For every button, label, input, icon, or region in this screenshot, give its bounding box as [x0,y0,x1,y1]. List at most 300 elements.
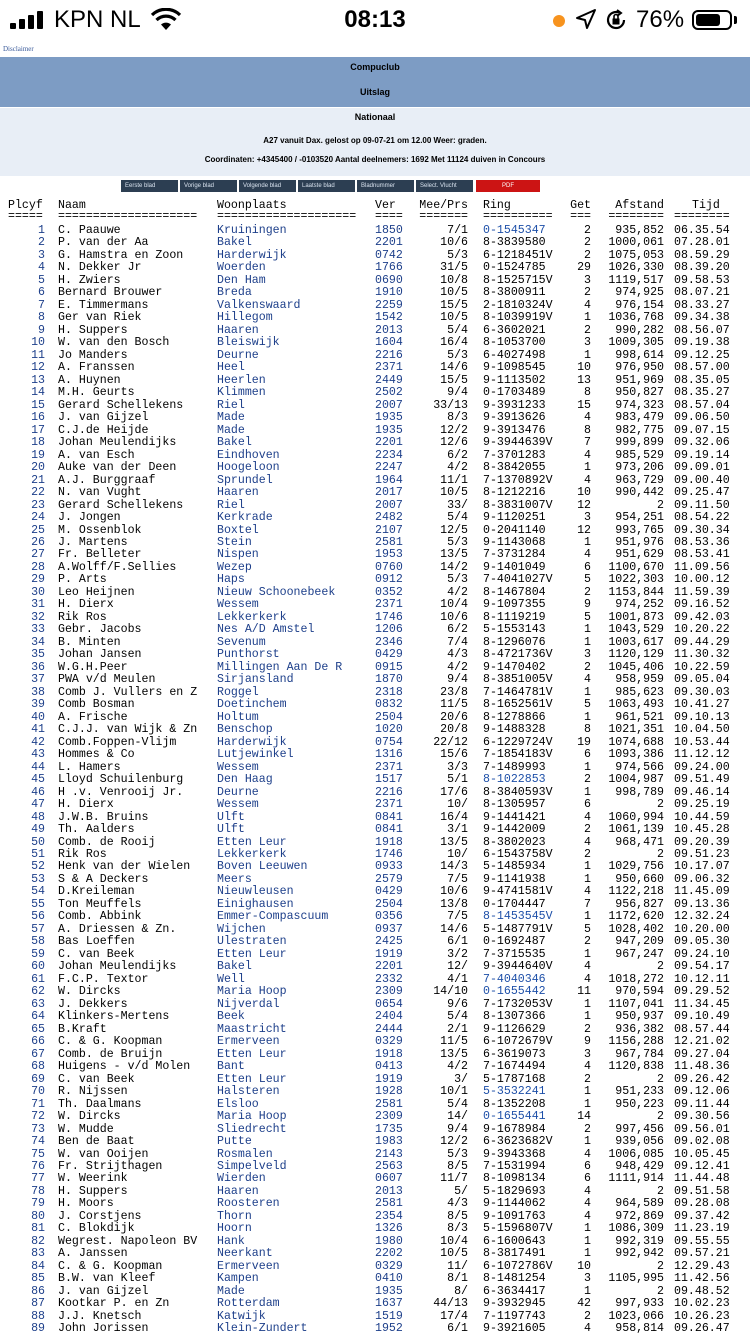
cell-plcyf[interactable]: 80 [31,1209,45,1223]
cell-woonplaats[interactable]: Made [217,423,245,437]
cell-woonplaats[interactable]: Den Haag [217,773,273,787]
cell-ver[interactable]: 1326 [375,1222,403,1236]
cell-plcyf[interactable]: 52 [31,860,45,874]
cell-ver[interactable]: 2202 [375,1247,403,1261]
cell-woonplaats[interactable]: Haaren [217,1184,259,1198]
cell-ver[interactable]: 1953 [375,548,403,562]
cell-plcyf[interactable]: 83 [31,1247,45,1261]
cell-plcyf[interactable]: 67 [31,1047,45,1061]
cell-woonplaats[interactable]: Neerkant [217,1247,273,1261]
cell-woonplaats[interactable]: Boxtel [217,523,259,537]
cell-woonplaats[interactable]: Benschop [217,723,273,737]
cell-ver[interactable]: 1746 [375,848,403,861]
cell-ver[interactable]: 2007 [375,398,403,412]
cell-woonplaats[interactable]: Boven Leeuwen [217,860,308,874]
cell-woonplaats[interactable]: Sliedrecht [217,1122,287,1136]
cell-ver[interactable]: 2234 [375,448,403,462]
cell-plcyf[interactable]: 36 [31,660,45,674]
cell-plcyf[interactable]: 82 [31,1234,45,1248]
cell-ver[interactable]: 1519 [375,1309,403,1323]
cell-ver[interactable]: 0841 [375,823,403,837]
cell-ver[interactable]: 2201 [375,236,403,250]
cell-ver[interactable]: 1637 [375,1297,403,1311]
cell-plcyf[interactable]: 77 [31,1172,45,1186]
cell-ver[interactable]: 1850 [375,224,403,237]
cell-plcyf[interactable]: 14 [31,386,45,400]
cell-afstand: 951,976 [615,536,664,549]
cell-woonplaats[interactable]: Bant [217,1060,245,1074]
cell-woonplaats[interactable]: Riel [217,498,245,512]
prev-page-button[interactable] [180,180,237,192]
cell-ver[interactable]: 1910 [375,286,403,300]
cell-plcyf[interactable]: 56 [31,910,45,924]
cell-woonplaats[interactable]: Kruiningen [217,224,287,237]
cell-ver[interactable]: 2502 [375,386,403,400]
cell-woonplaats[interactable]: Wessem [217,760,259,774]
cell-ver[interactable]: 2143 [375,1147,403,1161]
cell-woonplaats[interactable]: Wessem [217,598,259,612]
cell-plcyf[interactable]: 1 [38,224,45,237]
cell-plcyf[interactable]: 27 [31,548,45,562]
cell-ver[interactable]: 2371 [375,798,403,812]
cell-ver[interactable]: 1735 [375,1122,403,1136]
cell-plcyf[interactable]: 23 [31,498,45,512]
cell-woonplaats[interactable]: Bakel [217,960,252,974]
cell-woonplaats[interactable]: Beek [217,1010,245,1024]
cell-plcyf[interactable]: 32 [31,610,45,624]
cell-ver[interactable]: 0760 [375,560,403,574]
cell-woonplaats[interactable]: Hoorn [217,1222,252,1236]
cell-woonplaats[interactable]: Nieuwleusen [217,885,294,899]
cell-woonplaats[interactable]: Einighausen [217,897,294,911]
cell-plcyf[interactable]: 55 [31,897,45,911]
cell-ver[interactable]: 2216 [375,348,403,362]
cell-woonplaats[interactable]: Well [217,972,245,986]
cell-ver[interactable]: 2259 [375,298,403,312]
cell-ver[interactable]: 1206 [375,623,403,637]
cell-woonplaats[interactable]: Roosteren [217,1197,280,1211]
cell-plcyf[interactable]: 89 [31,1322,45,1335]
cell-tijd: 11.09.56 [674,560,730,574]
cell-ver[interactable]: 2371 [375,760,403,774]
cell-ver[interactable]: 2201 [375,436,403,450]
cell-woonplaats[interactable]: Haaren [217,323,259,337]
cell-ver[interactable]: 2425 [375,935,403,949]
cell-ver[interactable]: 1952 [375,1322,403,1335]
cell-woonplaats[interactable]: Rotterdam [217,1297,280,1311]
cell-woonplaats[interactable]: Meers [217,872,252,886]
cell-ver[interactable]: 2581 [375,1197,403,1211]
pdf-button[interactable] [476,180,540,192]
cell-ver[interactable]: 2309 [375,985,403,999]
cell-woonplaats[interactable]: Maastricht [217,1022,287,1036]
cell-plcyf[interactable]: 41 [31,723,45,737]
cell-woonplaats[interactable]: Nieuw Schoonebeek [217,585,336,599]
cell-plcyf[interactable]: 18 [31,436,45,450]
cell-woonplaats[interactable]: Wessem [217,798,259,812]
cell-woonplaats[interactable]: Lekkerkerk [217,610,287,624]
cell-ver[interactable]: 2579 [375,872,403,886]
cell-woonplaats[interactable]: Valkenswaard [217,298,301,312]
cell-plcyf[interactable]: 62 [31,985,45,999]
cell-plcyf[interactable]: 17 [31,423,45,437]
cell-ver[interactable]: 0754 [375,735,403,749]
cell-woonplaats[interactable]: Klein-Zundert [217,1322,308,1335]
cell-ver[interactable]: 1983 [375,1135,403,1149]
cell-naam: Rik Ros [58,848,107,861]
cell-woonplaats[interactable]: Woerden [217,261,266,275]
cell-woonplaats[interactable]: Kerkrade [217,511,273,525]
cell-woonplaats[interactable]: Nes A/D Amstel [217,623,315,637]
cell-ver[interactable]: 1918 [375,1047,403,1061]
cell-ver[interactable]: 0429 [375,648,403,662]
cell-plcyf[interactable]: 72 [31,1110,45,1124]
cell-plcyf[interactable]: 42 [31,735,45,749]
cell-plcyf[interactable]: 12 [31,361,45,375]
cell-afstand: 997,456 [615,1122,664,1136]
cell-plcyf[interactable]: 69 [31,1072,45,1086]
cell-plcyf[interactable]: 30 [31,585,45,599]
cell-ver[interactable]: 2444 [375,1022,403,1036]
cell-plcyf[interactable]: 74 [31,1135,45,1149]
cell-woonplaats[interactable]: Stein [217,536,252,549]
cell-woonplaats[interactable]: Wierden [217,1172,266,1186]
cell-plcyf[interactable]: 29 [31,573,45,587]
cell-plcyf[interactable]: 26 [31,536,45,549]
cell-plcyf[interactable]: 19 [31,448,45,462]
cell-plcyf[interactable]: 34 [31,635,45,649]
cell-ver[interactable]: 2371 [375,598,403,612]
cell-plcyf[interactable]: 3 [38,248,45,262]
cell-plcyf[interactable]: 64 [31,1010,45,1024]
cell-woonplaats[interactable]: Haaren [217,486,259,500]
cell-woonplaats[interactable]: Etten Leur [217,1072,287,1086]
cell-woonplaats[interactable]: Sprundel [217,473,273,487]
cell-plcyf[interactable]: 4 [38,261,45,275]
cell-ver[interactable]: 0690 [375,273,403,287]
cell-plcyf[interactable]: 76 [31,1160,45,1173]
cell-naam: A. Huynen [58,373,121,387]
cell-plcyf[interactable]: 5 [38,273,45,287]
cell-ver[interactable]: 1870 [375,673,403,687]
cell-plcyf[interactable]: 9 [38,323,45,337]
cell-plcyf[interactable]: 63 [31,997,45,1011]
cell-plcyf[interactable]: 54 [31,885,45,899]
cell-ver[interactable]: 1746 [375,610,403,624]
cell-woonplaats[interactable]: Elsloo [217,1097,259,1111]
cell-plcyf[interactable]: 31 [31,598,45,612]
cell-woonplaats[interactable]: Etten Leur [217,835,287,849]
cell-get: 4 [584,810,591,824]
cell-woonplaats[interactable]: Rosmalen [217,1147,273,1161]
cell-plcyf[interactable]: 73 [31,1122,45,1136]
next-page-button[interactable] [239,180,296,192]
cell-woonplaats[interactable]: Putte [217,1135,252,1149]
cell-plcyf[interactable]: 61 [31,972,45,986]
cell-woonplaats[interactable]: Bakel [217,436,252,450]
cell-plcyf[interactable]: 10 [31,336,45,350]
cell-woonplaats[interactable]: Den Ham [217,273,266,287]
cell-woonplaats[interactable]: Heel [217,361,245,375]
cell-plcyf[interactable]: 78 [31,1184,45,1198]
cell-get: 4 [584,448,591,462]
pdf-label: PDF [502,183,514,189]
cell-ver[interactable]: 0742 [375,248,403,262]
cell-ver[interactable]: 0933 [375,860,403,874]
cell-plcyf[interactable]: 44 [31,760,45,774]
cell-ver[interactable]: 2504 [375,710,403,724]
cell-ver[interactable]: 1316 [375,748,403,762]
cell-woonplaats[interactable]: Sirjansland [217,673,294,687]
cell-ver[interactable]: 1604 [375,336,403,350]
cell-ver[interactable]: 2017 [375,486,403,500]
cell-plcyf[interactable]: 33 [31,623,45,637]
cell-ver[interactable]: 0915 [375,660,403,674]
cell-plcyf[interactable]: 22 [31,486,45,500]
cell-plcyf[interactable]: 43 [31,748,45,762]
cell-plcyf[interactable]: 25 [31,523,45,537]
cell-plcyf[interactable]: 16 [31,411,45,425]
cell-plcyf[interactable]: 57 [31,922,45,936]
cell-plcyf[interactable]: 86 [31,1284,45,1298]
cell-woonplaats[interactable]: Bleiswijk [217,336,280,350]
cell-plcyf[interactable]: 11 [31,348,45,362]
cell-woonplaats[interactable]: Ulft [217,810,245,824]
cell-tijd: 10.17.07 [674,860,730,874]
cell-ver[interactable]: 1919 [375,947,403,961]
cell-plcyf[interactable]: 46 [31,785,45,799]
cell-plcyf[interactable]: 68 [31,1060,45,1074]
cell-ver[interactable]: 2354 [375,1209,403,1223]
last-page-button[interactable] [298,180,355,192]
cell-ver[interactable]: 2346 [375,635,403,649]
cell-plcyf[interactable]: 49 [31,823,45,837]
cell-ver[interactable]: 0429 [375,885,403,899]
cell-ring: 8-1481254 [483,1272,546,1286]
cell-ring: 7-3701283 [483,448,546,462]
cell-plcyf[interactable]: 51 [31,848,45,861]
cell-woonplaats[interactable]: Emmer-Compascuum [217,910,329,924]
cell-woonplaats[interactable]: Doetinchem [217,698,287,712]
cell-woonplaats[interactable]: Hoogeloon [217,461,280,475]
cell-plcyf[interactable]: 7 [38,298,45,312]
cell-ver[interactable]: 2247 [375,461,403,475]
cell-plcyf[interactable]: 66 [31,1035,45,1049]
cell-woonplaats[interactable]: Wezep [217,560,252,574]
cell-ver[interactable]: 1935 [375,423,403,437]
cell-tijd: 10.05.45 [674,1147,730,1161]
cell-ver[interactable]: 1918 [375,835,403,849]
cell-ver[interactable]: 0654 [375,997,403,1011]
cell-woonplaats[interactable]: Eindhoven [217,448,280,462]
cell-plcyf[interactable]: 6 [38,286,45,300]
cell-ver[interactable]: 0410 [375,1272,403,1286]
cell-ver[interactable]: 2581 [375,1097,403,1111]
cell-woonplaats[interactable]: Deurne [217,348,259,362]
cell-ver[interactable]: 0912 [375,573,403,587]
cell-ver[interactable]: 2013 [375,323,403,337]
cell-plcyf[interactable]: 39 [31,698,45,712]
cell-plcyf[interactable]: 70 [31,1085,45,1099]
cell-woonplaats[interactable]: Haps [217,573,245,587]
cell-woonplaats[interactable]: Made [217,411,245,425]
cell-woonplaats[interactable]: Simpelveld [217,1160,287,1173]
cell-woonplaats[interactable]: Holtum [217,710,259,724]
select-flight-button[interactable] [416,180,473,192]
cell-plcyf[interactable]: 65 [31,1022,45,1036]
cell-ver[interactable]: 2013 [375,1184,403,1198]
cell-ver[interactable]: 2007 [375,498,403,512]
cell-plcyf[interactable]: 13 [31,373,45,387]
cell-plcyf[interactable]: 84 [31,1259,45,1273]
cell-plcyf[interactable]: 71 [31,1097,45,1111]
cell-woonplaats[interactable]: Lekkerkerk [217,848,287,861]
cell-woonplaats[interactable]: Sevenum [217,635,266,649]
cell-plcyf[interactable]: 88 [31,1309,45,1323]
cell-ver[interactable]: 1935 [375,1284,403,1298]
cell-ver[interactable]: 2504 [375,897,403,911]
cell-ver[interactable]: 2449 [375,373,403,387]
cell-woonplaats[interactable]: Millingen Aan De R [217,660,343,674]
cell-plcyf[interactable]: 8 [38,311,45,325]
cell-ver[interactable]: 0841 [375,810,403,824]
cell-plcyf[interactable]: 2 [38,236,45,250]
cell-ver[interactable]: 0413 [375,1060,403,1074]
page-number-button[interactable] [357,180,414,192]
cell-ver[interactable]: 1928 [375,1085,403,1099]
cell-woonplaats[interactable]: Punthorst [217,648,280,662]
cell-woonplaats[interactable]: Lutjewinkel [217,748,294,762]
cell-plcyf[interactable]: 35 [31,648,45,662]
cell-plcyf[interactable]: 48 [31,810,45,824]
cell-woonplaats[interactable]: Hank [217,1234,245,1248]
cell-ver[interactable]: 2371 [375,361,403,375]
cell-get: 4 [584,972,591,986]
cell-ver[interactable]: 0352 [375,585,403,599]
cell-ring: 8-1525715V [483,273,553,287]
cell-ver[interactable]: 0832 [375,698,403,712]
cell-woonplaats[interactable]: Ulestraten [217,935,287,949]
cell-ver[interactable]: 2201 [375,960,403,974]
cell-plcyf[interactable]: 87 [31,1297,45,1311]
cell-ver[interactable]: 2581 [375,536,403,549]
cell-ver[interactable]: 2216 [375,785,403,799]
cell-tijd: 09.19.14 [674,448,730,462]
cell-ver[interactable]: 0356 [375,910,403,924]
cell-ver[interactable]: 2318 [375,685,403,699]
cell-ver[interactable]: 1542 [375,311,403,325]
cell-woonplaats[interactable]: Harderwijk [217,735,287,749]
cell-ver[interactable]: 2107 [375,523,403,537]
cell-mee-prs: 7/5 [447,910,468,924]
cell-plcyf[interactable]: 58 [31,935,45,949]
cell-ver[interactable]: 2563 [375,1160,403,1173]
cell-woonplaats[interactable]: Harderwijk [217,248,287,262]
cell-plcyf[interactable]: 21 [31,473,45,487]
cell-woonplaats[interactable]: Wijchen [217,922,266,936]
cell-ver[interactable]: 1935 [375,411,403,425]
cell-plcyf[interactable]: 24 [31,511,45,525]
cell-woonplaats[interactable]: Maria Hoop [217,1110,287,1124]
cell-tijd: 09.42.03 [674,610,730,624]
cell-get: 4 [584,548,591,562]
cell-woonplaats[interactable]: Ulft [217,823,245,837]
cell-plcyf[interactable]: 85 [31,1272,45,1286]
cell-ver[interactable]: 1919 [375,1072,403,1086]
cell-tijd: 09.02.08 [674,1135,730,1149]
cell-woonplaats[interactable]: Kampen [217,1272,259,1286]
cell-afstand: 2 [657,1284,664,1298]
cell-plcyf[interactable]: 79 [31,1197,45,1211]
cell-plcyf[interactable]: 20 [31,461,45,475]
cell-ver[interactable]: 2332 [375,972,403,986]
cell-mee-prs: 3/2 [447,947,468,961]
cell-ver[interactable]: 1020 [375,723,403,737]
cell-tijd: 09.27.04 [674,1047,730,1061]
cell-ver[interactable]: 2482 [375,511,403,525]
cell-woonplaats[interactable]: Riel [217,398,245,412]
cell-plcyf[interactable]: 40 [31,710,45,724]
cell-woonplaats[interactable]: Maria Hoop [217,985,287,999]
cell-woonplaats[interactable]: Ermerveen [217,1035,280,1049]
cell-woonplaats[interactable]: Roggel [217,685,259,699]
cell-plcyf[interactable]: 37 [31,673,45,687]
cell-ver[interactable]: 0607 [375,1172,403,1186]
cell-plcyf[interactable]: 53 [31,872,45,886]
cell-woonplaats[interactable]: Etten Leur [217,947,287,961]
cell-woonplaats[interactable]: Hillegom [217,311,273,325]
first-page-button[interactable] [121,180,178,192]
cell-woonplaats[interactable]: Ermerveen [217,1259,280,1273]
cell-woonplaats[interactable]: Heerlen [217,373,266,387]
cell-plcyf[interactable]: 60 [31,960,45,974]
cell-plcyf[interactable]: 50 [31,835,45,849]
cell-ver[interactable]: 1964 [375,473,403,487]
cell-woonplaats[interactable]: Bakel [217,236,252,250]
cell-woonplaats[interactable]: Katwijk [217,1309,266,1323]
cell-woonplaats[interactable]: Breda [217,286,252,300]
cell-ver[interactable]: 1766 [375,261,403,275]
cell-plcyf[interactable]: 15 [31,398,45,412]
cell-ver[interactable]: 0937 [375,922,403,936]
cell-ver[interactable]: 1980 [375,1234,403,1248]
cell-ver[interactable]: 2309 [375,1110,403,1124]
cell-woonplaats[interactable]: Etten Leur [217,1047,287,1061]
cell-plcyf[interactable]: 59 [31,947,45,961]
cell-plcyf[interactable]: 75 [31,1147,45,1161]
cell-woonplaats[interactable]: Deurne [217,785,259,799]
cell-woonplaats[interactable]: Thorn [217,1209,252,1223]
cell-plcyf[interactable]: 45 [31,773,45,787]
cell-ver[interactable]: 1517 [375,773,403,787]
cell-woonplaats[interactable]: Halsteren [217,1085,280,1099]
cell-plcyf[interactable]: 28 [31,560,45,574]
cell-plcyf[interactable]: 47 [31,798,45,812]
cell-naam: L. Hamers [58,760,121,774]
cell-ver[interactable]: 2404 [375,1010,403,1024]
cell-ver[interactable]: 0329 [375,1259,403,1273]
cell-plcyf[interactable]: 81 [31,1222,45,1236]
cell-ver[interactable]: 0329 [375,1035,403,1049]
cell-plcyf[interactable]: 38 [31,685,45,699]
cell-tijd: 09.30.34 [674,523,730,537]
cell-woonplaats[interactable]: Nispen [217,548,259,562]
cell-woonplaats[interactable]: Nijverdal [217,997,280,1011]
cell-woonplaats[interactable]: Klimmen [217,386,266,400]
cell-woonplaats[interactable]: Made [217,1284,245,1298]
disclaimer-link[interactable]: Disclaimer [3,45,34,53]
cell-tijd: 11.34.45 [674,997,730,1011]
